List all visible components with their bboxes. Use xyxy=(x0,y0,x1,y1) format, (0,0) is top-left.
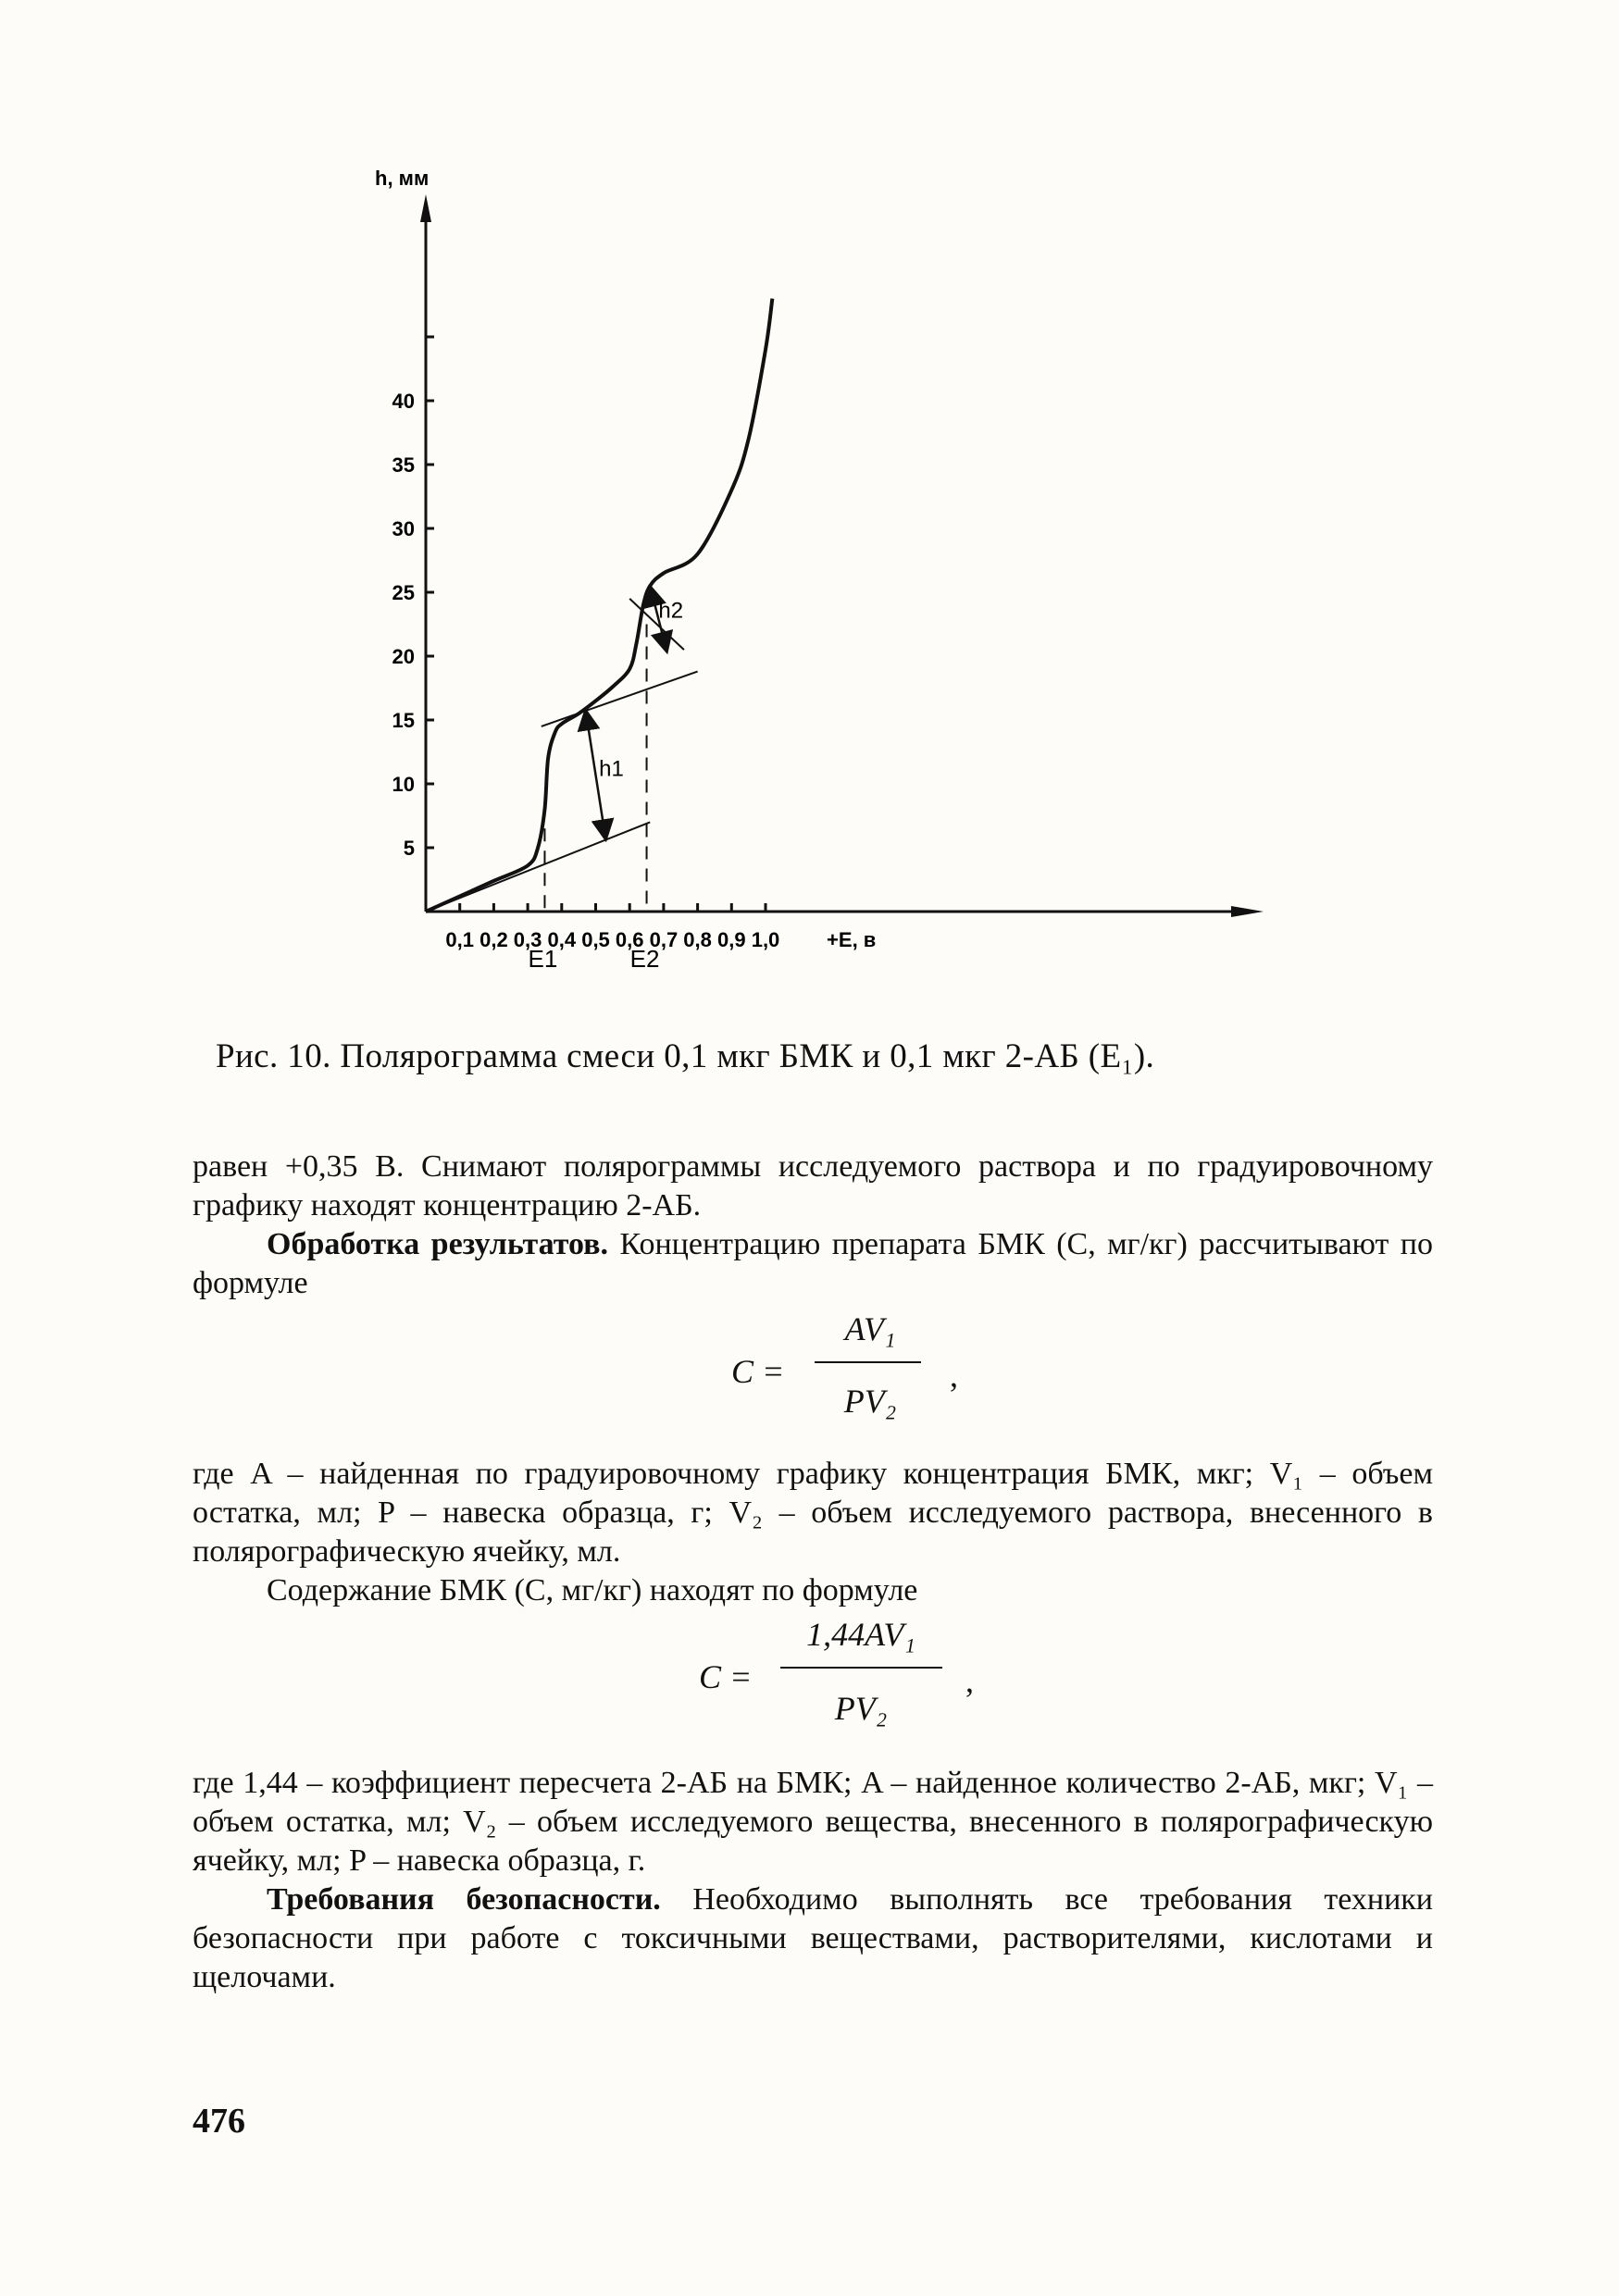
x-tick-label: 0,8 xyxy=(683,928,712,951)
x-tick-label: 0,2 xyxy=(479,928,508,951)
y-tick-label: 30 xyxy=(392,517,415,540)
x-tick-label: 0,1 xyxy=(445,928,474,951)
y-tick-label: 35 xyxy=(392,453,415,477)
y-tick-label: 15 xyxy=(392,709,415,732)
y-tick-label: 40 xyxy=(392,390,415,413)
x-tick-label: 0,5 xyxy=(581,928,610,951)
y-axis-label: h, мм xyxy=(375,167,430,190)
h1-label: h1 xyxy=(599,756,624,782)
y-tick-label: 5 xyxy=(403,837,415,860)
x-tick-label: 0,7 xyxy=(649,928,679,951)
y-axis-arrow xyxy=(420,194,431,222)
x-axis-arrow xyxy=(1231,906,1264,917)
annotations xyxy=(529,586,684,973)
tangent-lines xyxy=(426,599,698,912)
page-number: 476 xyxy=(193,2102,245,2141)
label-e2: E2 xyxy=(629,945,660,973)
y-tick-label: 20 xyxy=(392,645,415,668)
x-axis-label: +E, в xyxy=(827,928,877,951)
h2-label: h2 xyxy=(658,598,684,624)
paragraph-1: равен +0,35 В. Снимают полярограммы исследуемого раствора и по градуировочному графику находят концентрацию 2-АБ. Обработка результатов. Концентрацию препарата БМК (C, мг/кг) рассчитывают по формуле xyxy=(193,1149,1433,1300)
x-tick-label: 1,0 xyxy=(751,928,780,951)
chart-axes xyxy=(375,167,1264,951)
section-heading-results: Обработка результатов. xyxy=(267,1227,609,1261)
label-e1: E1 xyxy=(528,945,558,973)
paragraph-2: где A – найденная по градуировочному графику концентрация БМК, мкг; V₁ – объем остатка, мл; P – навеска образца, г; V₂ – объем исследуемого раствора, внесенного в полярографическую ячейку, мл. Содержание БМК (C, мг/кг) находят по формуле xyxy=(193,1457,1433,1607)
polarogram-chart xyxy=(352,157,1277,990)
x-tick-label: 0,6 xyxy=(615,928,644,951)
paragraph-3: где 1,44 – коэффициент пересчета 2-АБ на БМК; A – найденное количество 2-АБ, мкг; V₁ – объем остатка, мл; V₂ – объем исследуемого вещества, внесенного в полярографическую ячейку, мл; P – навеска образца, г. Требования безопасности. Необходимо выполнять все требования техники безопасности при работе с токсичными веществами, растворителями, кислотами и щелочами. xyxy=(193,1766,1433,1994)
x-tick-label: 0,3 xyxy=(513,928,542,951)
chart-ticks xyxy=(392,337,780,951)
figure-caption: Рис. 10. Полярограмма смеси 0,1 мкг БМК и 0,1 мкг 2-АБ (E₁). xyxy=(216,1037,1155,1075)
polarogram-curve xyxy=(426,299,772,912)
y-tick-label: 25 xyxy=(392,581,415,604)
y-tick-label: 10 xyxy=(392,773,415,796)
curve-group xyxy=(426,299,772,912)
formula-2: C = 1,44AV₁ PV₂ , xyxy=(699,1616,974,1727)
formula-1: C = AV₁ PV₂ , xyxy=(731,1310,958,1420)
section-heading-safety: Требования безопасности. xyxy=(267,1882,661,1917)
x-tick-label: 0,9 xyxy=(717,928,746,951)
x-tick-label: 0,4 xyxy=(547,928,577,951)
